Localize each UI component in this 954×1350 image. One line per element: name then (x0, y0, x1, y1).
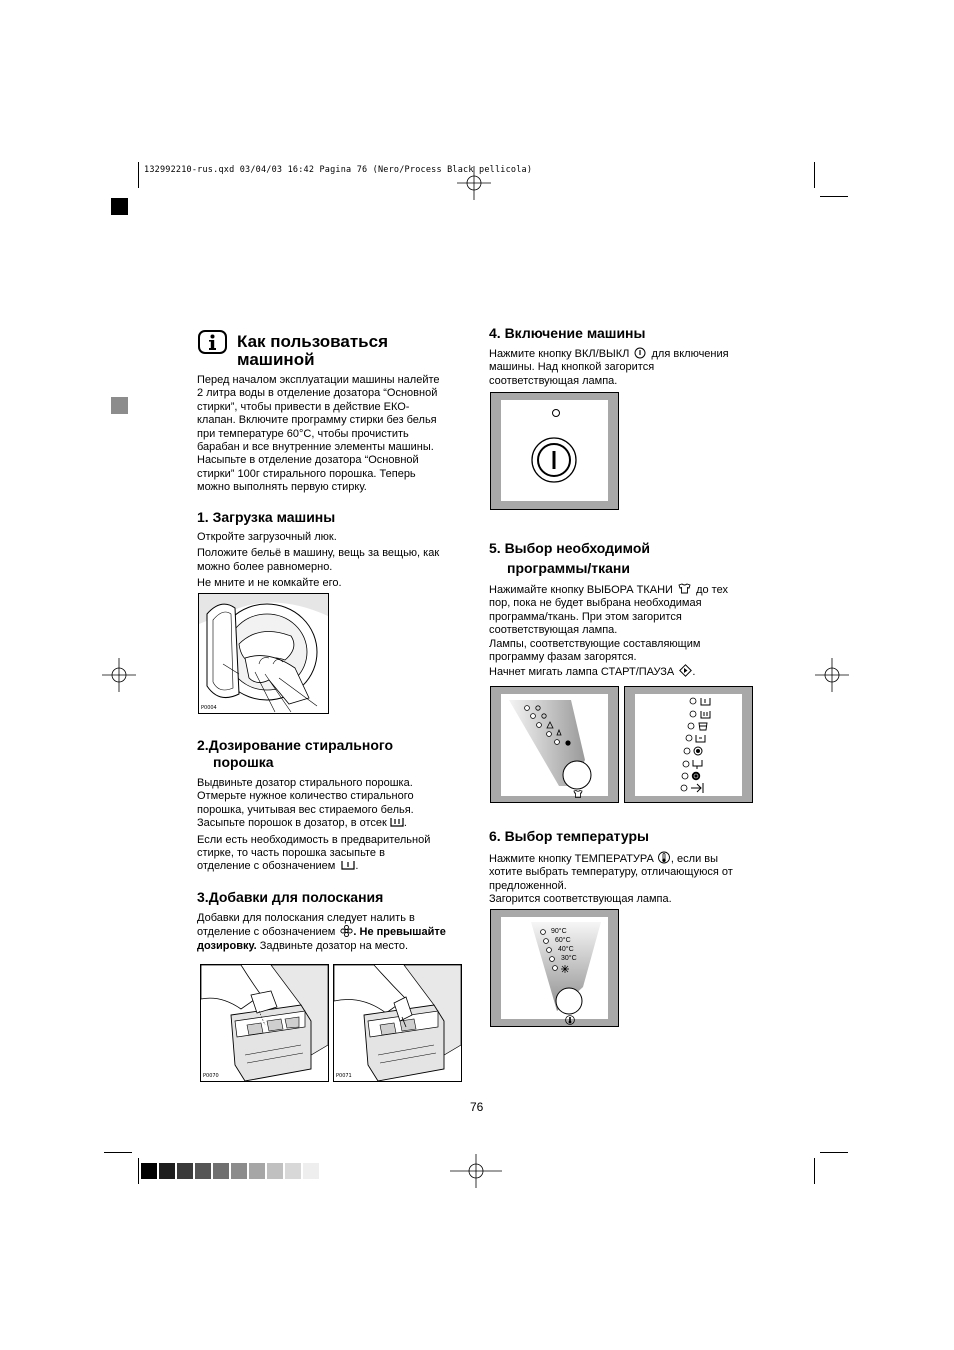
calibration-swatch (159, 1163, 175, 1179)
figure-ref: P0071 (336, 1073, 352, 1079)
temp-label-90: 90°C (551, 928, 567, 935)
calibration-swatch (141, 1163, 157, 1179)
info-icon (198, 330, 227, 354)
section-1-heading: 1. Загрузка машины (197, 509, 336, 525)
calibration-strip (141, 1163, 319, 1179)
dispenser-softener-image (334, 965, 461, 1081)
loading-laundry-image (199, 594, 328, 713)
figure-ref: P0070 (203, 1073, 219, 1079)
page-title: Как пользоваться машиной (237, 332, 388, 369)
crop-mark (814, 162, 815, 188)
section-2-heading: 2.Дозирование стирального порошка (197, 737, 394, 770)
main-wash-compartment-icon (390, 817, 404, 827)
page-number: 76 (470, 1100, 484, 1114)
crop-mark (138, 162, 139, 188)
crop-mark (138, 1158, 139, 1184)
section-6-text: Нажмите кнопку ТЕМПЕРАТУРА , если вы хотите выбрать температуру, отличающуюся от предложенной. Загорится соответствующая лампа. (489, 853, 733, 906)
figure-ref: P0004 (201, 705, 217, 711)
file-slug: 132992210-rus.qxd 03/04/03 16:42 Pagina 76 (Nero/Process Black pellicola) (144, 165, 533, 175)
section-2-text: Выдвиньте дозатор стирального порошка. Отмерьте нужное количество стирального порошка, учитывая вес стираемого белья. Засыпьте порошок в дозатор, в отсек . Если есть необходимость в предварительной стирке, то часть порошка засыпьте в отделение с обозначением . (197, 777, 431, 873)
program-phase-panel (624, 686, 753, 803)
fabric-selector-diagram (501, 694, 608, 796)
section-5-heading: 5. Выбор необходимой программы/ткани (489, 540, 650, 576)
dispenser-illustration-left (200, 964, 329, 1082)
phase-lamp-list (635, 694, 742, 796)
registration-mark-right-icon (815, 658, 849, 692)
temp-label-30: 30°C (561, 955, 577, 962)
fabric-selector-panel (490, 686, 619, 803)
power-lamp-icon (551, 408, 561, 418)
calibration-swatch (213, 1163, 229, 1179)
fabric-selector-icon (678, 583, 691, 594)
black-square-mark (111, 198, 128, 215)
registration-mark-bottom-icon (450, 1154, 502, 1188)
crop-mark (814, 1158, 815, 1184)
crop-mark (820, 196, 848, 197)
temp-label-60: 60°C (555, 937, 571, 944)
power-icon (634, 347, 646, 359)
power-button-panel (490, 392, 619, 510)
section-5-text: Нажимайте кнопку ВЫБОРА ТКАНИ до тех пор, пока не будет выбрана необходимая программа/ткань. При этом загорится соответствующая лампа. Лампы, соответствующие составляющим программу фазам загорятся. Начнет мигать лампа СТАРТ/ПАУЗА . (489, 584, 728, 679)
section-6-heading: 6. Выбор температуры (489, 828, 649, 844)
calibration-swatch (285, 1163, 301, 1179)
calibration-swatch (303, 1163, 319, 1179)
temperature-button-label-icon (565, 1015, 575, 1025)
fabric-button-label-icon (573, 790, 583, 798)
section-1-text: Откройте загрузочный люк. Положите бельё в машину, вещь за вещью, как можно более равномерно. Не мните и не комкайте его. (197, 531, 440, 590)
section-4-text: Нажмите кнопку ВКЛ/ВЫКЛ для включения машины. Над кнопкой загорится соответствующая лампа. (489, 348, 729, 387)
softener-flower-icon (340, 925, 353, 937)
power-button-icon[interactable] (530, 436, 578, 484)
calibration-swatch (195, 1163, 211, 1179)
section-3-heading: 3.Добавки для полоскания (197, 889, 384, 905)
registration-mark-top-icon (457, 166, 491, 200)
section-3-text: Добавки для полоскания следует налить в отделение с обозначением . Не превышайте дозировку. Задвиньте дозатор на место. (197, 912, 446, 952)
calibration-swatch (267, 1163, 283, 1179)
dispenser-pour-image (201, 965, 328, 1081)
loading-illustration (198, 593, 329, 714)
prewash-compartment-icon (341, 860, 355, 870)
calibration-swatch (249, 1163, 265, 1179)
crop-mark (104, 1152, 132, 1153)
dispenser-illustration-right (333, 964, 462, 1082)
intro-paragraph: Перед началом эксплуатации машины налейте 2 литра воды в отделение дозатора “Основной стирки”, чтобы привести в действие ЕКО- клапан. Включите программу стирки без белья при температуре 60°С, чтобы прочистить барабан и все внутренние элементы машины. Насыпьте в отделение дозатора “Основной стирки” 100г стирального порошка. Теперь можно выполнять первую стирку. (197, 374, 440, 494)
grey-square-mark (111, 397, 128, 414)
temp-label-40: 40°C (558, 946, 574, 953)
temperature-panel (490, 909, 619, 1027)
temperature-icon (658, 851, 670, 864)
calibration-swatch (177, 1163, 193, 1179)
registration-mark-left-icon (102, 658, 136, 692)
section-4-heading: 4. Включение машины (489, 325, 646, 341)
calibration-swatch (231, 1163, 247, 1179)
crop-mark (820, 1152, 848, 1153)
start-pause-icon (679, 664, 692, 677)
